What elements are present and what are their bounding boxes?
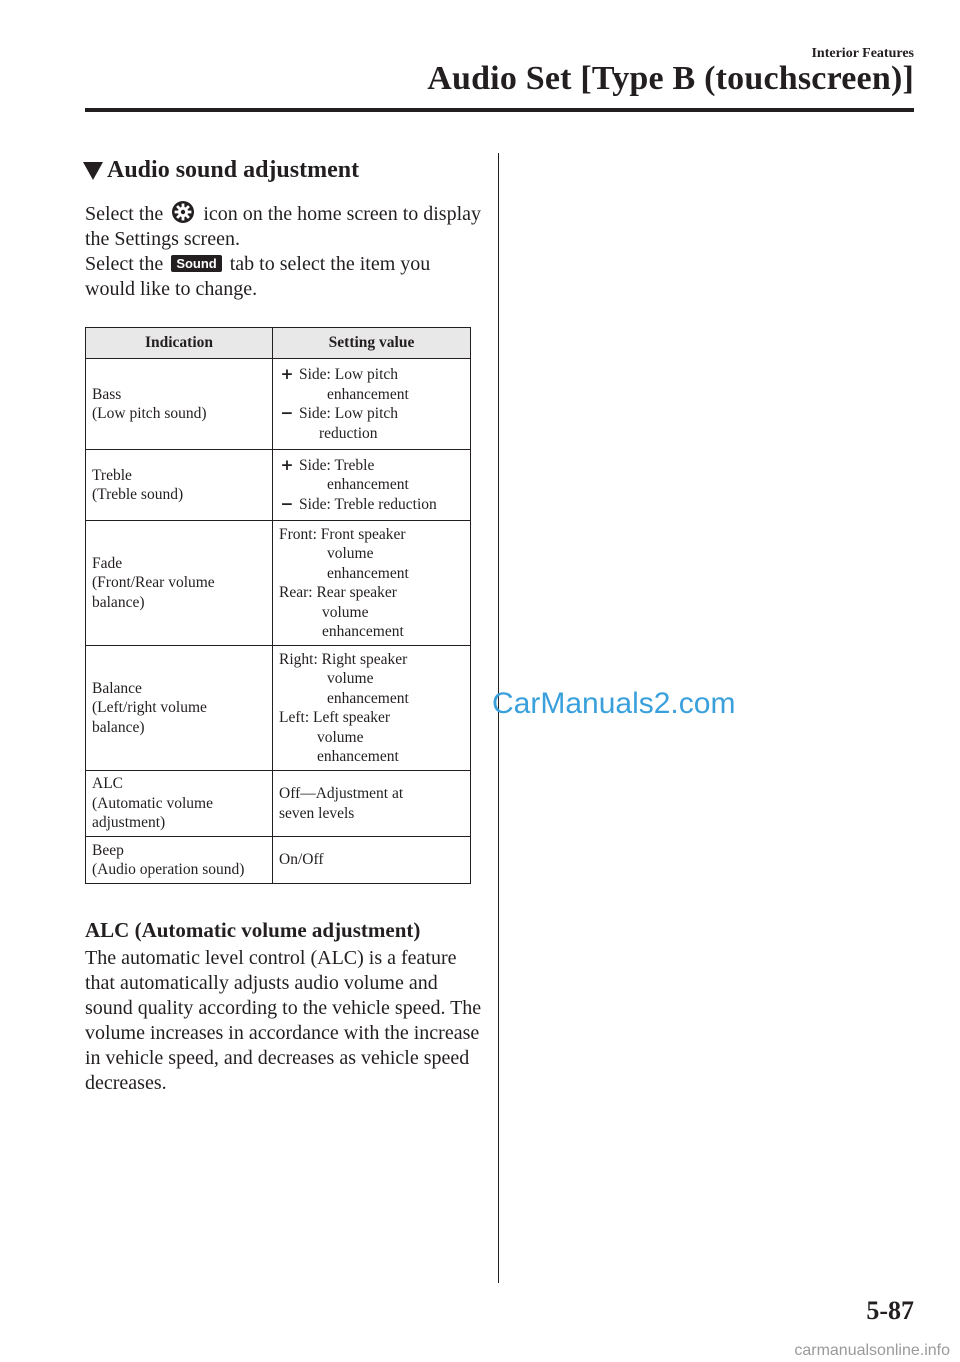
value-text: enhancement: [327, 564, 409, 582]
indication-name: Beep: [92, 841, 124, 859]
value-text: Side: Low pitch: [299, 366, 399, 383]
table-row-alc: [86, 771, 471, 837]
value-text: enhancement: [322, 623, 404, 640]
indication-cell: [86, 646, 273, 771]
table-row-beep: [86, 837, 471, 884]
indication-desc: balance): [92, 593, 145, 611]
table-row-balance: [86, 646, 471, 771]
indication-name: Treble: [92, 466, 132, 484]
value-text: enhancement: [327, 476, 409, 494]
page-title: Audio Set [Type B (touchscreen)]: [427, 60, 914, 97]
settings-table: [85, 327, 471, 884]
column-header-setting-value: Setting value: [273, 328, 471, 359]
gear-icon: [170, 200, 196, 224]
value-text: enhancement: [327, 689, 409, 707]
section-heading-text: Audio sound adjustment: [107, 157, 360, 183]
value-text: Left: Left speaker: [279, 709, 391, 726]
indication-cell: [86, 771, 273, 837]
setting-value-cell: [273, 450, 471, 521]
value-text: volume: [327, 545, 374, 562]
plus-icon: +: [280, 455, 294, 474]
header-section-label: Interior Features: [811, 46, 914, 61]
setting-value-cell: [273, 646, 471, 771]
indication-desc: (Front/Rear volume: [92, 574, 215, 592]
value-text: volume: [317, 728, 364, 746]
setting-value-cell: [273, 837, 471, 884]
header-rule: [85, 108, 914, 112]
sound-tab-icon: Sound: [171, 255, 221, 272]
value-text: Side: Treble: [299, 456, 375, 474]
alc-paragraph: The automatic level control (ALC) is a feature that automatically adjusts audio volume and sound quality according to the vehicle speed. The volume increases in accordance with the increase in vehicle speed, and decreases as vehicle speed decreases.: [85, 947, 482, 1094]
table-row-bass: [86, 359, 471, 450]
indication-desc: (Low pitch sound): [92, 405, 207, 422]
value-text: volume: [327, 670, 374, 687]
value-text: enhancement: [327, 385, 409, 403]
table-header-row: [86, 328, 471, 359]
indication-cell: [86, 837, 273, 884]
section-heading: [83, 157, 359, 184]
indication-desc: (Automatic volume: [92, 794, 213, 812]
indication-name: Balance: [92, 679, 142, 697]
value-text: Side: Low pitch: [299, 405, 399, 422]
minus-icon: −: [280, 404, 294, 422]
indication-desc: balance): [92, 718, 145, 736]
alc-heading: ALC (Automatic volume adjustment): [85, 918, 421, 942]
indication-cell: [86, 450, 273, 521]
value-text: seven levels: [279, 804, 355, 822]
indication-cell: [86, 521, 273, 646]
triangle-bullet-icon: [83, 162, 103, 180]
setting-value-cell: [273, 359, 471, 450]
indication-desc: (Left/right volume: [92, 699, 207, 717]
value-text: volume: [322, 603, 369, 621]
page-number: 5-87: [866, 1296, 914, 1325]
column-header-indication: Indication: [86, 328, 273, 359]
value-text: Off—Adjustment at: [279, 785, 404, 802]
indication-desc: (Treble sound): [92, 486, 184, 503]
value-text: Right: Right speaker: [279, 650, 408, 668]
setting-value-cell: [273, 771, 471, 837]
intro-paragraph: [85, 200, 485, 302]
indication-name: Fade: [92, 554, 123, 572]
footer-watermark: carmanualsonline.info: [794, 1342, 950, 1359]
indication-desc: adjustment): [92, 814, 166, 832]
intro-text-1b: icon on the home screen to display the Settings screen.: [85, 203, 482, 250]
value-text: Side: Treble reduction: [299, 495, 437, 513]
value-text: enhancement: [317, 748, 399, 765]
indication-name: Bass: [92, 385, 122, 403]
minus-icon: −: [280, 494, 294, 513]
indication-desc: (Audio operation sound): [92, 861, 245, 878]
value-text: Front: Front speaker: [279, 525, 406, 543]
indication-name: ALC: [92, 775, 123, 793]
table-row-fade: [86, 521, 471, 646]
setting-value-cell: [273, 521, 471, 646]
value-text: On/Off: [279, 851, 324, 869]
intro-text-2b: tab to select the item you would like to change.: [85, 253, 431, 300]
value-text: reduction: [319, 424, 378, 442]
plus-icon: +: [280, 365, 294, 383]
intro-text-2a: Select the: [85, 253, 164, 275]
watermark-text: CarManuals2.com: [492, 687, 736, 720]
value-text: Rear: Rear speaker: [279, 584, 397, 601]
indication-cell: [86, 359, 273, 450]
table-row-treble: [86, 450, 471, 521]
intro-text-1a: Select the: [85, 203, 164, 225]
